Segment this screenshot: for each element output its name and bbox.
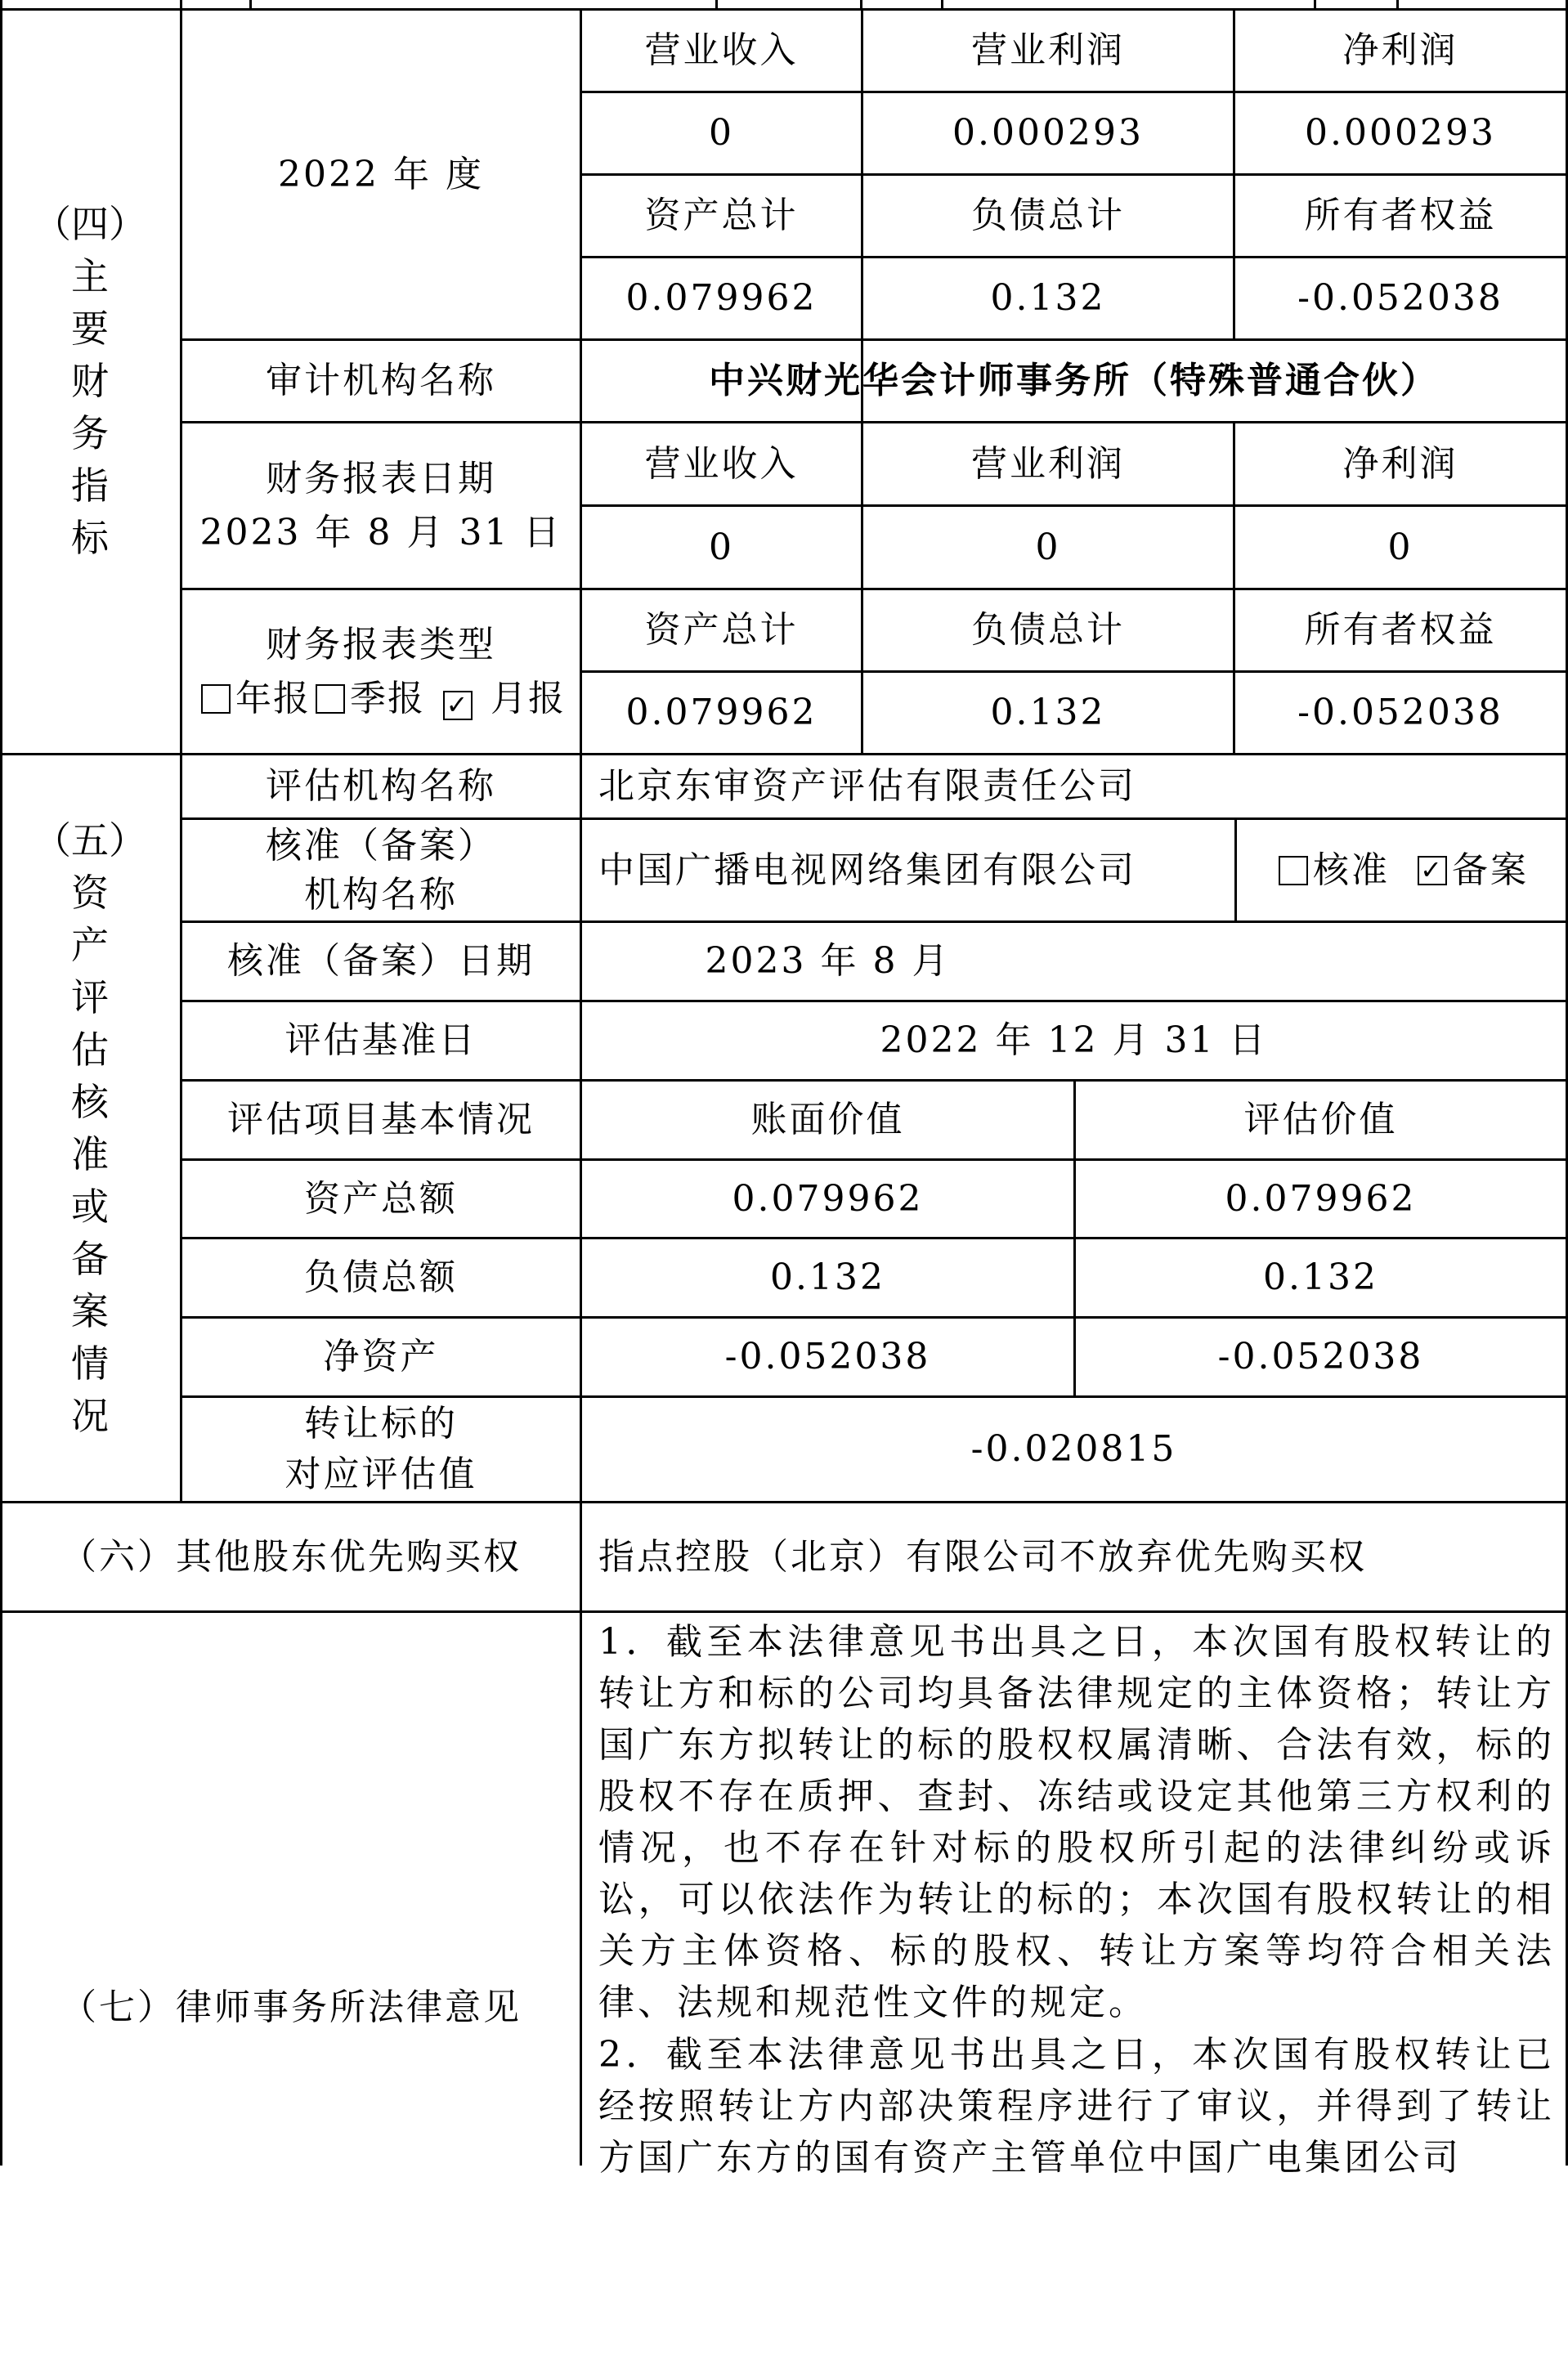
approver-label-line1: 核准（备案） — [266, 824, 496, 867]
report-type — [182, 590, 580, 753]
section4-label — [0, 8, 180, 753]
year-label: 2022 年 度 — [278, 153, 484, 195]
opt-monthly: 月报 — [491, 677, 566, 719]
row-book: 0.132 — [770, 1256, 885, 1298]
row-appraised: 0.132 — [1263, 1256, 1378, 1298]
section5-label-char: 备 — [71, 1237, 109, 1281]
row-appraised: 0.079962 — [1225, 1177, 1417, 1220]
header-liabilities: 负债总计 — [971, 195, 1125, 236]
checkbox-unchecked-icon[interactable] — [316, 684, 345, 714]
header-revenue: 营业收入 — [644, 29, 799, 71]
appraised-value-header: 评估价值 — [1243, 1099, 1398, 1140]
monthly-equity: -0.052038 — [1297, 692, 1503, 733]
appraiser-value: 北京东审资产评估有限责任公司 — [598, 765, 1136, 807]
section5-label-char: 况 — [71, 1394, 109, 1438]
section5-label-char: 产 — [71, 923, 109, 967]
section4-label-char: 财 — [71, 358, 109, 403]
monthly-header-revenue: 营业收入 — [644, 442, 799, 485]
target-label-line2: 对应评估值 — [284, 1453, 477, 1495]
report-date-line2: 2023 年 8 月 31 日 — [199, 511, 562, 553]
section4-label-char: 主 — [71, 253, 109, 298]
section5-label-char: 核 — [71, 1080, 109, 1124]
row-label: 净资产 — [323, 1336, 439, 1377]
appraiser-label: 评估机构名称 — [266, 765, 496, 807]
approver-label — [182, 820, 580, 920]
approval-date-value: 2023 年 8 月 — [705, 940, 951, 982]
monthly-header-equity: 所有者权益 — [1304, 609, 1497, 651]
section5-label — [0, 755, 180, 1501]
section7-para1: 1．截至本法律意见书出具之日，本次国有股权转让的转让方和标的公司均具备法律规定的主体资格；转让方国广东方拟转让的标的股权权属清晰、合法有效，标的股权不存在质押、查封、冻结或设定其他第三方权利的情况，也不存在针对标的股权所引起的法律纠纷或诉讼，可以依法作为转让的标的；本次国有股权转让的相关方主体资格、标的股权、转让方案等均符合相关法律、法规和规范性文件的规定。 — [598, 1621, 1555, 2023]
report-type-options — [196, 672, 566, 726]
base-date-value: 2022 年 12 月 31 日 — [880, 1019, 1268, 1061]
opt-filing: 备案 — [1452, 849, 1529, 891]
row-book: 0.079962 — [732, 1177, 924, 1220]
monthly-liabilities: 0.132 — [990, 692, 1106, 733]
section5-label-char: 情 — [71, 1342, 109, 1386]
section6-value: 指点控股（北京）有限公司不放弃优先购买权 — [598, 1535, 1367, 1578]
year-op-profit: 0.000293 — [952, 112, 1144, 154]
target-value: -0.020815 — [970, 1428, 1177, 1470]
header-net-profit: 净利润 — [1342, 29, 1458, 71]
section4-label-char: 要 — [71, 306, 109, 351]
year-net-profit: 0.000293 — [1305, 112, 1496, 154]
row-book: -0.052038 — [724, 1336, 931, 1377]
row-label: 负债总额 — [304, 1256, 458, 1298]
opt-quarterly: 季报 — [350, 677, 425, 719]
report-date — [182, 423, 580, 588]
base-date-label: 评估基准日 — [284, 1019, 477, 1061]
audit-value: 中兴财光华会计师事务所（特殊普通合伙） — [709, 360, 1439, 401]
checkbox-checked-icon[interactable]: ✓ — [1418, 856, 1447, 885]
section4-label-char: 指 — [71, 463, 109, 508]
checkbox-unchecked-icon[interactable] — [1279, 856, 1308, 885]
header-equity: 所有者权益 — [1304, 195, 1497, 236]
approval-date-label: 核准（备案）日期 — [227, 940, 535, 982]
monthly-header-liabilities: 负债总计 — [971, 609, 1125, 651]
header-op-profit: 营业利润 — [971, 29, 1125, 71]
section4-label-char: 标 — [71, 515, 109, 560]
section5-label-char: 估 — [71, 1028, 109, 1072]
checkbox-checked-icon[interactable]: ✓ — [443, 691, 473, 720]
section7-para2: 2．截至本法律意见书出具之日，本次国有股权转让已经按照转让方内部决策程序进行了审议，并得到了转让方国广东方的国有资产主管单位中国广电集团公司 — [598, 2034, 1555, 2179]
opt-approval: 核准 — [1313, 849, 1390, 891]
section5-label-char: 评 — [71, 975, 109, 1019]
year-revenue: 0 — [709, 112, 734, 154]
report-type-label: 财务报表类型 — [266, 623, 496, 665]
section5-label-char: （五） — [34, 818, 146, 862]
approval-options — [1237, 820, 1566, 920]
year-liabilities: 0.132 — [990, 277, 1106, 319]
monthly-header-assets: 资产总计 — [644, 609, 799, 651]
section7-label: （七）律师事务所法律意见 — [60, 1987, 522, 2028]
row-label: 资产总额 — [304, 1177, 458, 1220]
target-label-line1: 转让标的 — [304, 1403, 458, 1445]
section6-label: （六）其他股东优先购买权 — [60, 1535, 522, 1578]
row-appraised: -0.052038 — [1217, 1336, 1424, 1377]
monthly-header-op-profit: 营业利润 — [971, 442, 1125, 485]
approver-label-line2: 机构名称 — [304, 873, 458, 916]
header-assets: 资产总计 — [644, 195, 799, 236]
section4-label-char: 务 — [71, 410, 109, 455]
target-label — [182, 1398, 580, 1501]
approver-value: 中国广播电视网络集团有限公司 — [598, 849, 1136, 891]
audit-label: 审计机构名称 — [266, 360, 496, 401]
monthly-op-profit: 0 — [1035, 526, 1061, 568]
book-value-header: 账面价值 — [750, 1099, 905, 1140]
year-equity: -0.052038 — [1297, 277, 1503, 319]
year-assets: 0.079962 — [625, 277, 818, 319]
section5-label-char: 或 — [71, 1185, 109, 1229]
monthly-assets: 0.079962 — [625, 692, 818, 733]
opt-annual: 年报 — [235, 677, 311, 719]
section5-label-char: 资 — [71, 871, 109, 915]
monthly-header-net-profit: 净利润 — [1342, 442, 1458, 485]
checkbox-unchecked-icon[interactable] — [201, 684, 231, 714]
section5-label-char: 准 — [71, 1132, 109, 1176]
report-date-line1: 财务报表日期 — [266, 457, 496, 499]
items-label: 评估项目基本情况 — [227, 1099, 535, 1140]
monthly-revenue: 0 — [709, 526, 734, 568]
section4-label-char: （四） — [34, 201, 146, 246]
section5-label-char: 案 — [71, 1289, 109, 1333]
monthly-net-profit: 0 — [1387, 526, 1413, 568]
